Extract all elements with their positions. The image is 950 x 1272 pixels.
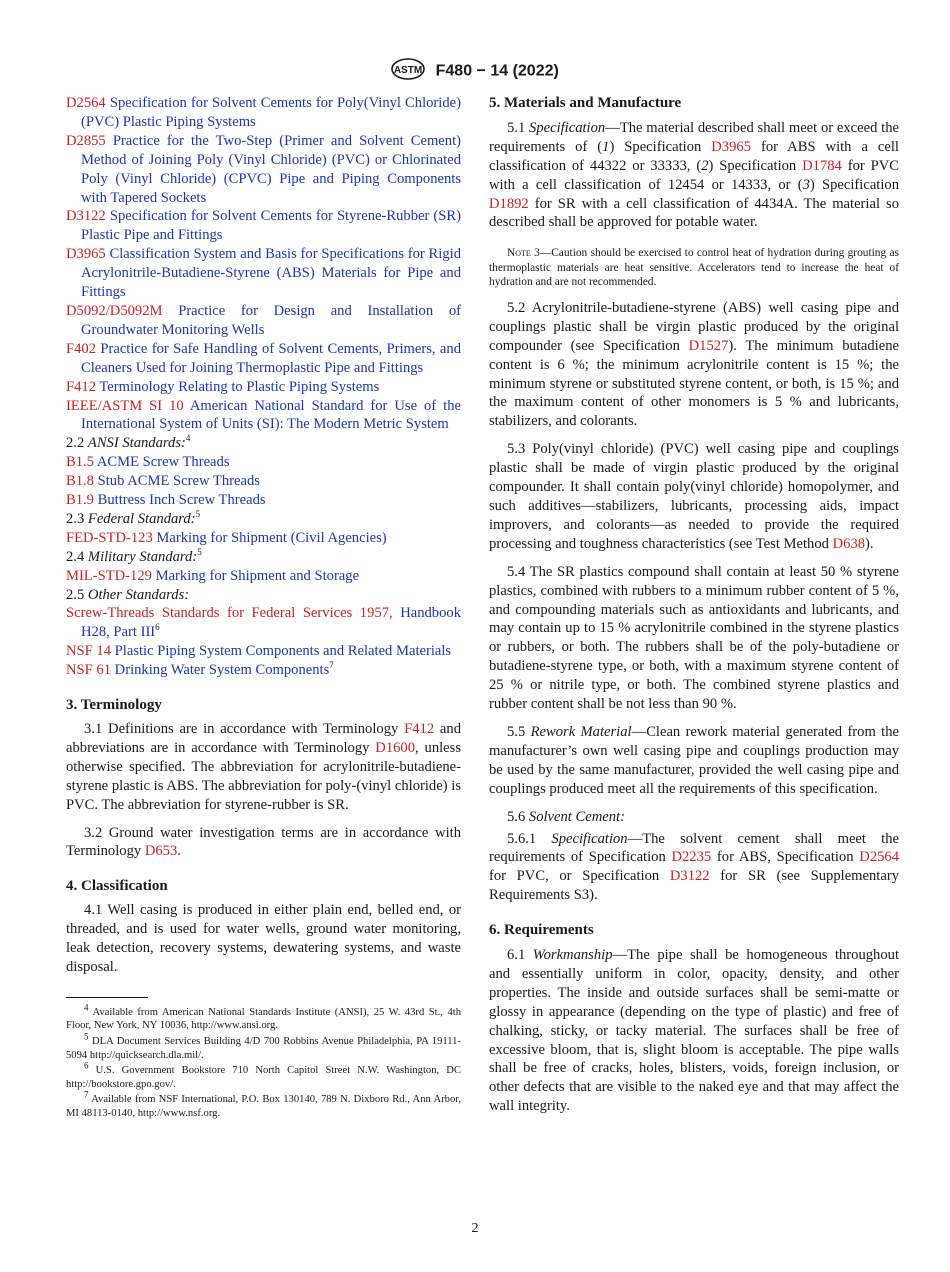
reference-title[interactable]: Stub ACME Screw Threads <box>97 473 260 490</box>
note-3: Note 3—Caution should be exercised to control heat of hydration during grouting as thermoplastic materials are heat sensitive. Accelerators tend to increase the heat of hydration and are not recommended. <box>489 247 899 288</box>
footnote-marker: 7 <box>329 660 334 671</box>
reference-title[interactable]: American National Standard for Use of the International System of Units (SI): The Modern Metric System <box>81 397 461 433</box>
right-column <box>489 94 899 1116</box>
reference-code[interactable]: B1.5 <box>66 454 94 471</box>
document-designation: F480 − 14 (2022) <box>435 62 559 80</box>
reference-code[interactable]: D2855 <box>66 132 106 149</box>
footnote: $^5$ DLA Document Services Building 4/D 700 Robbins Avenue Philadelphia, PA 19111-5094 http://quicksearch.dla.mil/. <box>66 1031 462 1061</box>
page-header <box>0 58 950 85</box>
reference-entry <box>66 378 461 397</box>
paragraph-5-6: 5.6 Solvent Cement: <box>507 808 625 825</box>
footnote: $^7$ Available from NSF International, P.O. Box 130140, 789 N. Dixboro Rd., Ann Arbor, MI 48113-0140, http://www.nsf.org. <box>66 1089 461 1120</box>
reference-code[interactable]: D5092/D5092M <box>66 302 163 319</box>
subsection-heading: 2.2 ANSI Standards:$^4$ <box>66 433 191 452</box>
reference-entry <box>66 397 461 435</box>
reference-code[interactable]: D2564 <box>66 95 106 111</box>
reference-link[interactable]: D638 <box>832 535 866 552</box>
reference-title[interactable]: Classification System and Basis for Specifications for Rigid Acrylonitrile-Butadiene-Styrene (ABS) Materials for Pipe and Fittings <box>81 246 461 301</box>
reference-title[interactable]: Specification for Solvent Cements for Styrene-Rubber (SR) Plastic Pipe and Fittings <box>81 208 461 244</box>
reference-entry <box>66 245 461 302</box>
reference-code[interactable]: Screw-Threads Standards for Federal Services 1957, <box>66 605 393 622</box>
reference-link[interactable]: D3965 <box>711 138 751 155</box>
left-column <box>66 94 461 1123</box>
reference-link[interactable]: D2235 <box>671 849 712 866</box>
reference-entry <box>66 132 461 208</box>
reference-code[interactable]: F412 <box>66 378 97 395</box>
subsection-heading: 2.3 Federal Standard:$^5$ <box>66 509 201 527</box>
svg-text:ASTM: ASTM <box>394 65 423 76</box>
reference-entry <box>66 472 461 491</box>
reference-title[interactable]: ACME Screw Threads <box>96 454 230 471</box>
reference-code[interactable]: B1.8 <box>66 473 94 490</box>
reference-title[interactable]: Drinking Water System Components <box>114 662 330 679</box>
paragraph-5-6-1: 5.6.1 Specification—The solvent cement shall meet the requirements of Specification D2235 for ABS, Specification D2564 for PVC, or Specification D3122 for SR (see Supplementary Requirements S3). <box>489 830 900 904</box>
reference-title[interactable]: Practice for the Two-Step (Primer and Solvent Cement) Method of Joining Poly (Vinyl Chloride) (PVC) or Chlorinated Poly (Vinyl Chloride) (CPVC) Pipe and Piping Components with Tapered Sockets <box>81 132 461 206</box>
paragraph-5-3: 5.3 Poly(vinyl chloride) (PVC) well casing pipe and couplings plastic shall be made of virgin plastic produced by the original compounder. It shall contain poly(vinyl chloride) homopolymer, and such additives—stabilizers, lubricants, processing aids, impact improvers, and colorants—as needed to provide the required processing and toughness characteristics (see Test Method D638). <box>489 441 899 552</box>
reference-entry <box>66 642 461 661</box>
reference-code[interactable]: NSF 14 <box>66 643 112 660</box>
reference-title[interactable]: Practice for Safe Handling of Solvent Cements, Primers, and Cleaners Used for Joining Thermoplastic Pipe and Fittings <box>81 340 461 376</box>
subsection-heading: 2.4 Military Standard:$^5$ <box>66 546 202 565</box>
reference-entry <box>66 529 461 548</box>
section-heading-terminology: 3. Terminology <box>66 697 162 714</box>
reference-title[interactable]: Marking for Shipment (Civil Agencies) <box>156 529 387 546</box>
reference-title[interactable]: Terminology Relating to Plastic Piping Systems <box>99 378 380 395</box>
footnote-divider <box>66 997 148 998</box>
reference-title[interactable]: Marking for Shipment and Storage <box>155 567 360 584</box>
section-heading-classification: 4. Classification <box>66 878 168 895</box>
reference-code[interactable]: D3965 <box>66 246 106 263</box>
reference-code[interactable]: F402 <box>66 340 97 357</box>
paragraph-3-1: 3.1 Definitions are in accordance with Terminology F412 and abbreviations are in accordance with Terminology D1600, unless otherwise specified. The abbreviation for acrylonitrile-butadiene-styrene plastic is ABS. The abbreviation for poly-(vinyl chloride) is PVC. The abbreviation for styrene-rubber is SR. <box>66 721 462 813</box>
footnote: $^4$ Available from American National Standards Institute (ANSI), 25 W. 43rd St., 4th Floor, New York, NY 10036, http://www.ansi.org. <box>66 1002 461 1032</box>
reference-link[interactable]: F412 <box>404 721 435 737</box>
section-heading-materials: 5. Materials and Manufacture <box>489 95 682 111</box>
footnote-marker: 5 <box>195 509 201 520</box>
reference-code[interactable]: MIL-STD-129 <box>66 567 152 584</box>
astm-logo-icon <box>391 58 425 85</box>
reference-link[interactable]: D2564 <box>859 849 900 866</box>
paragraph-5-1: 5.1 Specification—The material described shall meet or exceed the requirements of (1) Specification D3965 for ABS with a cell classification of 44322 or 33333, (2) Specification D1784 for PVC with a cell classification of 12454 or 14333, or (3) Specification D1892 for SR with a cell classification of 4434A. The material so described shall be approved for potable water. <box>489 119 900 231</box>
reference-code[interactable]: NSF 61 <box>66 662 112 679</box>
footnote-marker: 6 <box>155 622 160 633</box>
reference-title[interactable]: Practice for Design and Installation of Groundwater Monitoring Wells <box>81 302 461 338</box>
reference-link[interactable]: D3122 <box>669 868 710 885</box>
paragraph-5-5: 5.5 Rework Material—Clean rework material generated from the manufacturer’s own well casing pipe and couplings production may be used by the same manufacturer, provided the well casing pipe and couplings produced meet all the requirements of this specification. <box>489 723 899 797</box>
reference-title[interactable]: Specification for Solvent Cements for Poly(Vinyl Chloride) (PVC) Plastic Piping Systems <box>81 95 461 130</box>
reference-entry <box>66 207 461 245</box>
reference-link[interactable]: D1784 <box>802 157 842 174</box>
reference-code[interactable]: B1.9 <box>66 492 94 509</box>
reference-title[interactable]: Buttress Inch Screw Threads <box>97 492 266 509</box>
reference-entry <box>66 567 461 586</box>
reference-title[interactable]: Plastic Piping System Components and Related Materials <box>114 643 452 660</box>
page-number: 2 <box>471 1221 479 1236</box>
reference-entry <box>66 453 461 472</box>
reference-entry <box>66 340 461 378</box>
section-heading-requirements: 6. Requirements <box>489 922 594 939</box>
footnote: $^6$ U.S. Government Bookstore 710 North Capitol Street N.W. Washington, DC http://bookstore.gpo.gov/. <box>66 1060 461 1090</box>
reference-entry <box>66 661 461 680</box>
footnote-marker: 4 <box>185 433 191 444</box>
reference-link[interactable]: D1527 <box>688 337 729 354</box>
reference-code[interactable]: IEEE/ASTM SI 10 <box>66 397 184 414</box>
reference-entry <box>66 94 461 132</box>
reference-link[interactable]: D1892 <box>489 195 529 212</box>
paragraph-4-1: 4.1 Well casing is produced in either plain end, belled end, or threaded, and is used for water wells, ground water monitoring, leak detection, recovery systems, dewatering systems, and waste disposal. <box>66 902 461 975</box>
paragraph-5-4: 5.4 The SR plastics compound shall contain at least 50 % styrene plastics, combined with rubbers to a minimum rubber content of 5 %, and compounding materials such as antioxidants and lubricants, and may contain up to 15 % acrylonitrile combined in the styrene plastics or rubbers, or both. The rubbers shall be of the poly-butadiene or butadiene-styrene type, or both, with a maximum styrene content of 25 % or nitrile type, or both. The combined styrene plastics and rubber content shall be not less than 90 %. <box>489 563 899 713</box>
reference-link[interactable]: D653 <box>144 843 178 860</box>
reference-title[interactable]: Handbook H28, Part III <box>81 605 461 641</box>
reference-code[interactable]: FED-STD-123 <box>66 529 153 546</box>
reference-entry <box>66 302 461 340</box>
reference-link[interactable]: D1600 <box>375 739 416 756</box>
paragraph-3-2: 3.2 Ground water investigation terms are in accordance with Terminology D653. <box>66 824 461 860</box>
footnote-marker: 5 <box>197 546 202 557</box>
paragraph-6-1: 6.1 Workmanship—The pipe shall be homogeneous throughout and essentially uniform in color, opacity, density, and other properties. The inside and outside surfaces shall be semi-matte or glossy in appearance (depending on the type of plastic) and free of chalking, sticky, or tacky material. The surfaces shall be free of excessive bloom, that is, slight bloom is acceptable. The pipe walls shall be free of cracks, holes, blisters, voids, foreign inclusion, or other defects that are visible to the naked eye and that may affect the wall integrity. <box>489 947 900 1115</box>
reference-entry <box>66 604 461 642</box>
reference-entry <box>66 491 461 510</box>
reference-code[interactable]: D3122 <box>66 208 106 225</box>
subsection-heading: 2.5 Other Standards: <box>66 586 190 603</box>
paragraph-5-2: 5.2 Acrylonitrile-butadiene-styrene (ABS) well casing pipe and couplings plastic shall be virgin plastic produced by the original compounder (see Specification D1527). The minimum butadiene content is 6 %; the minimum acrylonitrile content is 15 %; the minimum styrene or substituted styrene content, or both, is 15 %; and the maximum content of other monomers is 5 % and lubricants, stabilizers, and colorants. <box>489 299 899 430</box>
